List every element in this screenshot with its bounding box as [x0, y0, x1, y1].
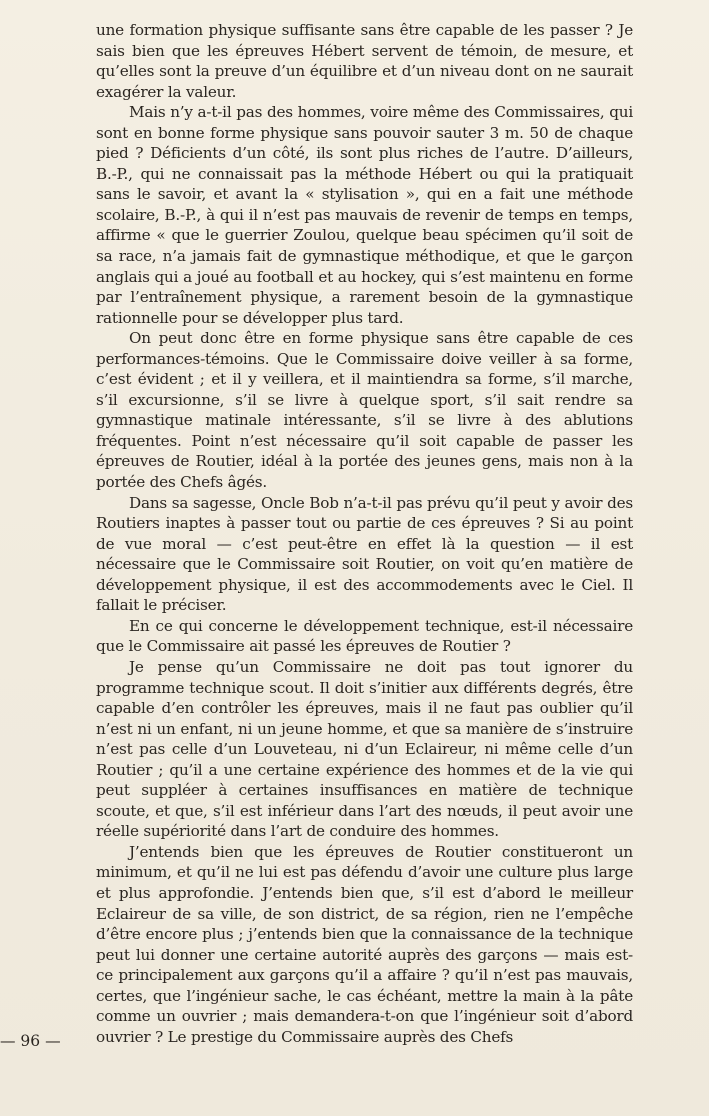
paragraph-5: En ce qui concerne le développement technique, est-il nécessaire que le Commissaire ait passé les épreuves de Routier ?	[96, 616, 633, 656]
paragraph-4: Dans sa sagesse, Oncle Bob n’a-t-il pas prévu qu’il peut y avoir des Routiers inaptes à passer tout ou partie de ces épreuves ? Si au point de vue moral — c’est peut-être en effet là la question — il est nécessaire que le Commissaire soit Routier, on voit qu’en matière de développement physique, il est des accommodements avec le Ciel. Il fallait le préciser.	[96, 493, 633, 615]
paragraph-7: J’entends bien que les épreuves de Routier constitueront un minimum, et qu’il ne lui est pas défendu d’avoir une culture plus large et plus approfondie. J’entends bien que, s’il est d’abord le meilleur Eclaireur de sa ville, de son district, de sa région, rien ne l’empêche d’être encore plus ; j’entends bien que la connaissance de la technique peut lui donner une certaine autorité auprès des garçons — mais est-ce principalement aux garçons qu’il a affaire ? qu’il n’est pas mauvais, certes, que l’ingénieur sache, le cas échéant, mettre la main à la pâte comme un ouvrier ; mais demandera-t-on que l’ingénieur soit d’abord ouvrier ? Le prestige du Commissaire auprès des Chefs	[96, 842, 633, 1046]
page-number: — 96 —	[0, 1032, 61, 1050]
paragraph-2: Mais n’y a-t-il pas des hommes, voire même des Commissaires, qui sont en bonne forme physique sans pouvoir sauter 3 m. 50 de chaque pied ? Déficients d’un côté, ils sont plus riches de l’autre. D’ailleurs, B.-P., qui ne connaissait pas la méthode Hébert ou qui la pratiquait sans le savoir, et avant la « stylisation », qui en a fait une méthode scolaire, B.-P., à qui il n’est pas mauvais de revenir de temps en temps, affirme « que le guerrier Zoulou, quelque beau spécimen qu’il soit de sa race, n’a jamais fait de gymnastique méthodique, et que le garçon anglais qui a joué au football et au hockey, qui s’est maintenu en forme par l’entraînement physique, a rarement besoin de la gymnastique rationnelle pour se développer plus tard.	[96, 103, 633, 327]
body-text	[96, 20, 633, 1047]
paragraph-3: On peut donc être en forme physique sans être capable de ces performances-témoins. Que le Commissaire doive veiller à sa forme, c’est évident ; et il y veillera, et il maintiendra sa forme, s’il marche, s’il excursionne, s’il se livre à quelque sport, s’il sait rendre sa gymnastique matinale intéressante, s’il se livre à des ablutions fréquentes. Point n’est nécessaire qu’il soit capable de passer les épreuves de Routier, idéal à la portée des jeunes gens, mais non à la portée des Chefs âgés.	[96, 329, 633, 492]
paragraph-1: une formation physique suffisante sans être capable de les passer ? Je sais bien que les épreuves Hébert servent de témoin, de mesure, et qu’elles sont la preuve d’un équilibre et d’un niveau dont on ne saurait exagérer la valeur.	[96, 21, 633, 101]
paragraph-6: Je pense qu’un Commissaire ne doit pas tout ignorer du programme technique scout. Il doit s’initier aux différents degrés, être capable d’en contrôler les épreuves, mais il ne faut pas oublier qu’il n’est ni un enfant, ni un jeune homme, et que sa manière de s’instruire n’est pas celle d’un Louveteau, ni d’un Eclaireur, ni même celle d’un Routier ; qu’il a une certaine expérience des hommes et de la vie qui peut suppléer à certaines insuffisances en matière de technique scoute, et que, s’il est inférieur dans l’art des nœuds, il peut avoir une réelle supériorité dans l’art de conduire des hommes.	[96, 657, 633, 841]
